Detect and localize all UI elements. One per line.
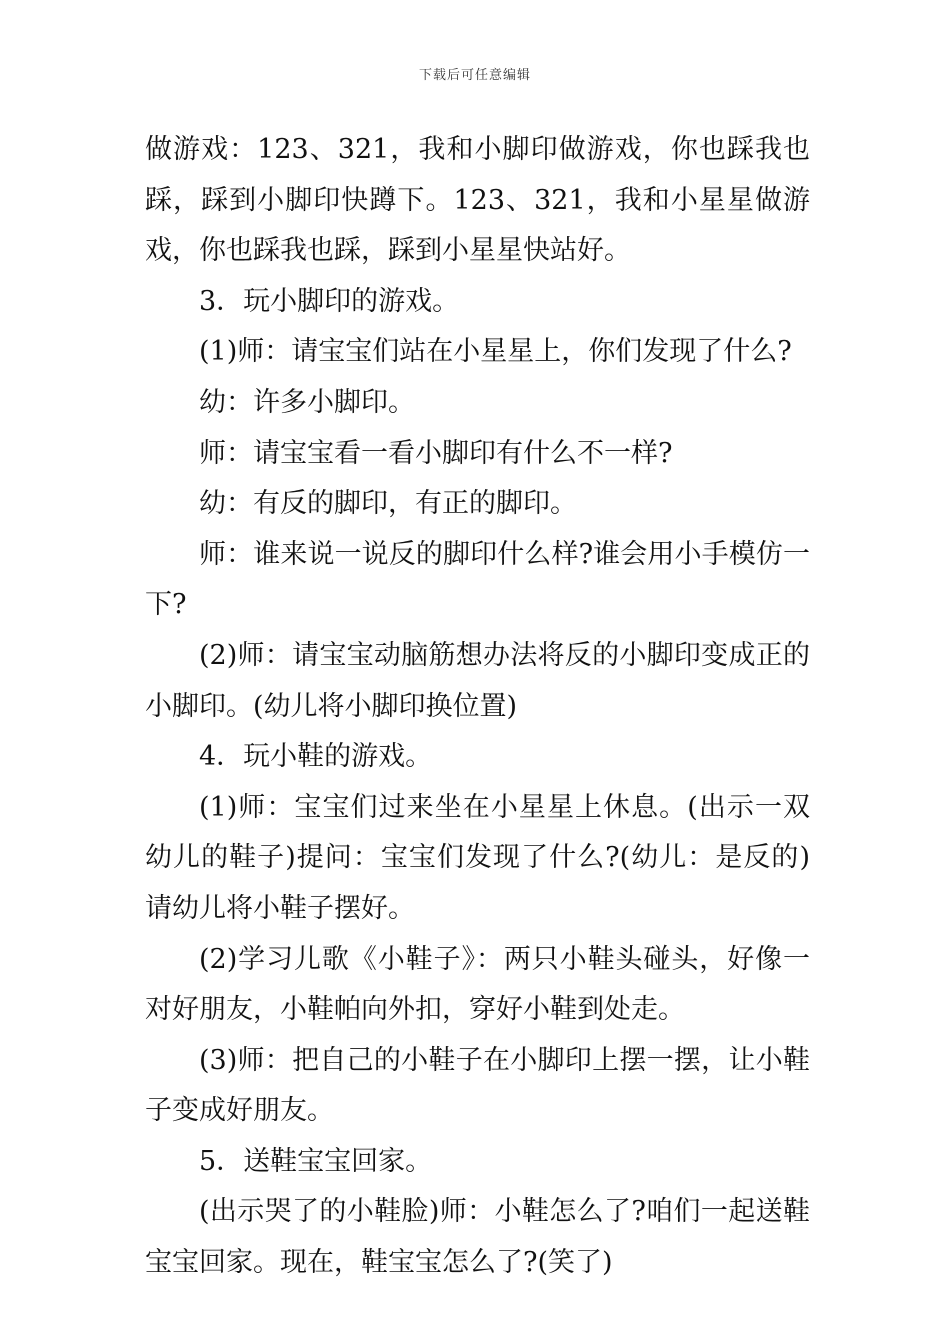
page-header: 下载后可任意编辑 (418, 68, 531, 83)
paragraph-teacher-question-1: (1)师：请宝宝们站在小星星上，你们发现了什么? (199, 336, 792, 368)
paragraph-closing: (出示哭了的小鞋脸)师：小鞋怎么了?咱们一起送鞋宝宝回家。现在，鞋宝宝怎么了?(笑了) (145, 1196, 810, 1279)
paragraph-shoe-step-3: (3)师：把自己的小鞋子在小脚印上摆一摆，让小鞋子变成好朋友。 (145, 1044, 810, 1127)
paragraph-child-answer-1: 幼：许多小脚印。 (199, 386, 415, 418)
paragraph-teacher-instruction-2: (2)师：请宝宝动脑筋想办法将反的小脚印变成正的小脚印。(幼儿将小脚印换位置) (145, 639, 810, 722)
paragraph-teacher-question-2: 师：请宝宝看一看小脚印有什么不一样? (199, 437, 673, 469)
paragraph-child-answer-2: 幼：有反的脚印，有正的脚印。 (199, 488, 577, 520)
paragraph-section-5-heading: 5．送鞋宝宝回家。 (199, 1145, 433, 1177)
paragraph-section-4-heading: 4．玩小鞋的游戏。 (199, 741, 433, 773)
paragraph-game-chant: 做游戏：123、321，我和小脚印做游戏，你也踩我也踩，踩到小脚印快蹲下。123、321，我和小星星做游戏，你也踩我也踩，踩到小星星快站好。 (145, 134, 810, 267)
paragraph-shoe-step-2: (2)学习儿歌《小鞋子》：两只小鞋头碰头，好像一对好朋友，小鞋帕向外扣，穿好小鞋到处走。 (145, 943, 810, 1026)
paragraph-shoe-step-1: (1)师：宝宝们过来坐在小星星上休息。(出示一双幼儿的鞋子)提问：宝宝们发现了什么?(幼儿：是反的)请幼儿将小鞋子摆好。 (145, 791, 810, 924)
paragraph-teacher-question-3: 师：谁来说一说反的脚印什么样?谁会用小手模仿一下? (145, 538, 810, 621)
paragraph-section-3-heading: 3．玩小脚印的游戏。 (199, 285, 460, 317)
document-body (145, 125, 810, 1289)
